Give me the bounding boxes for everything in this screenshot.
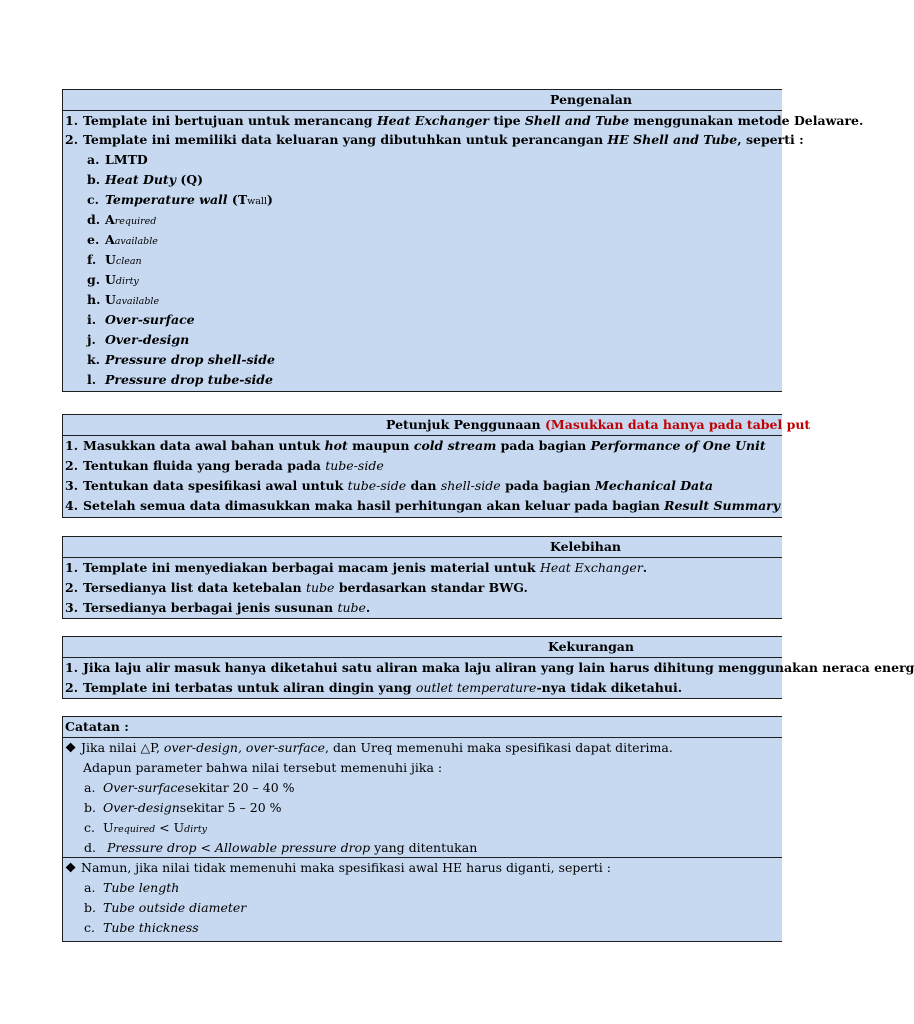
- kelebihan-section: [62, 536, 782, 619]
- kelebihan-header: [63, 537, 782, 558]
- sub-item: a. Over-surfacesekitar 20 – 40 %: [84, 780, 295, 795]
- item-text: Template ini bertujuan untuk merancang Heat Exchanger tipe Shell and Tube menggunakan metode Delaware.: [83, 113, 864, 128]
- kelebihan-title: Kelebihan: [550, 539, 622, 554]
- sub-item: l. Pressure drop tube-side: [87, 372, 273, 387]
- catatan-title: Catatan :: [65, 719, 129, 734]
- item-number: 1.: [65, 113, 79, 128]
- bullet-icon: ❖: [65, 740, 77, 755]
- sub-item: f. Uclean: [87, 252, 142, 267]
- kekurangan-title: Kekurangan: [548, 639, 634, 654]
- sub-item: c. Temperature wall (Twall): [87, 192, 273, 207]
- list-item: 1. Template ini menyediakan berbagai macam jenis material untuk Heat Exchanger.: [65, 560, 648, 575]
- list-item: 3. Tersedianya berbagai jenis susunan tube.: [65, 600, 371, 615]
- note-paragraph: ❖ Jika nilai △P, over-design, over-surface, dan Ureq memenuhi maka spesifikasi dapat diterima.: [63, 738, 782, 758]
- pengenalan-header: [63, 90, 782, 111]
- sub-item: c. Urequired < Udirty: [84, 820, 208, 835]
- list-item: [63, 130, 804, 150]
- bullet-icon: ❖: [65, 860, 77, 875]
- sub-item: b. Heat Duty (Q): [87, 172, 204, 187]
- item-number: 2.: [65, 132, 79, 147]
- list-item: 3. Tentukan data spesifikasi awal untuk tube-side dan shell-side pada bagian Mechanical Data: [65, 478, 714, 493]
- kekurangan-section: [62, 636, 914, 699]
- list-item: 2. Template ini terbatas untuk aliran dingin yang outlet temperature-nya tidak diketahui.: [65, 680, 683, 695]
- pengenalan-title: Pengenalan: [550, 92, 632, 107]
- kekurangan-header: [63, 637, 782, 658]
- list-item: 2. Tersedianya list data ketebalan tube berdasarkan standar BWG.: [65, 580, 528, 595]
- sub-item: d. Arequired: [87, 212, 157, 227]
- sub-item: k. Pressure drop shell-side: [87, 352, 275, 367]
- list-item: 4. Setelah semua data dimasukkan maka hasil perhitungan akan keluar pada bagian Result Summary: [65, 498, 781, 513]
- sub-item: j. Over-design: [87, 332, 190, 347]
- petunjuk-header: [63, 415, 811, 436]
- catatan-header: [63, 717, 782, 738]
- sub-item: a. LMTD: [87, 152, 148, 167]
- petunjuk-title: Petunjuk Penggunaan (Masukkan data hanya pada tabel put: [386, 417, 811, 432]
- sub-item: g. Udirty: [87, 272, 139, 287]
- sub-item: e. Aavailable: [87, 232, 158, 247]
- pengenalan-section: [62, 89, 864, 392]
- sub-item: h. Uavailable: [87, 292, 160, 307]
- sub-item: c. Tube thickness: [84, 920, 199, 935]
- list-item: 1. Masukkan data awal bahan untuk hot maupun cold stream pada bagian Performance of One Unit: [65, 438, 766, 453]
- sub-item: a. Tube length: [84, 880, 180, 895]
- sub-item: i. Over-surface: [87, 312, 195, 327]
- sub-item: d. Pressure drop < Allowable pressure drop yang ditentukan: [84, 840, 478, 855]
- note-paragraph: Adapun parameter bahwa nilai tersebut memenuhi jika :: [83, 760, 443, 775]
- note-paragraph: ❖ Namun, jika nilai tidak memenuhi maka spesifikasi awal HE harus diganti, seperti :: [63, 858, 782, 878]
- list-item: 1. Jika laju alir masuk hanya diketahui satu aliran maka laju aliran yang lain harus dihitung menggunakan neraca energ: [65, 660, 914, 675]
- sub-item: b. Over-designsekitar 5 – 20 %: [84, 800, 282, 815]
- item-text: Template ini memiliki data keluaran yang dibutuhkan untuk perancangan HE Shell and Tube, seperti :: [83, 132, 804, 147]
- catatan-section: [62, 716, 782, 942]
- sub-item: b. Tube outside diameter: [84, 900, 247, 915]
- list-item: [63, 111, 864, 130]
- list-item: 2. Tentukan fluida yang berada pada tube-side: [65, 458, 384, 473]
- petunjuk-section: [62, 414, 811, 518]
